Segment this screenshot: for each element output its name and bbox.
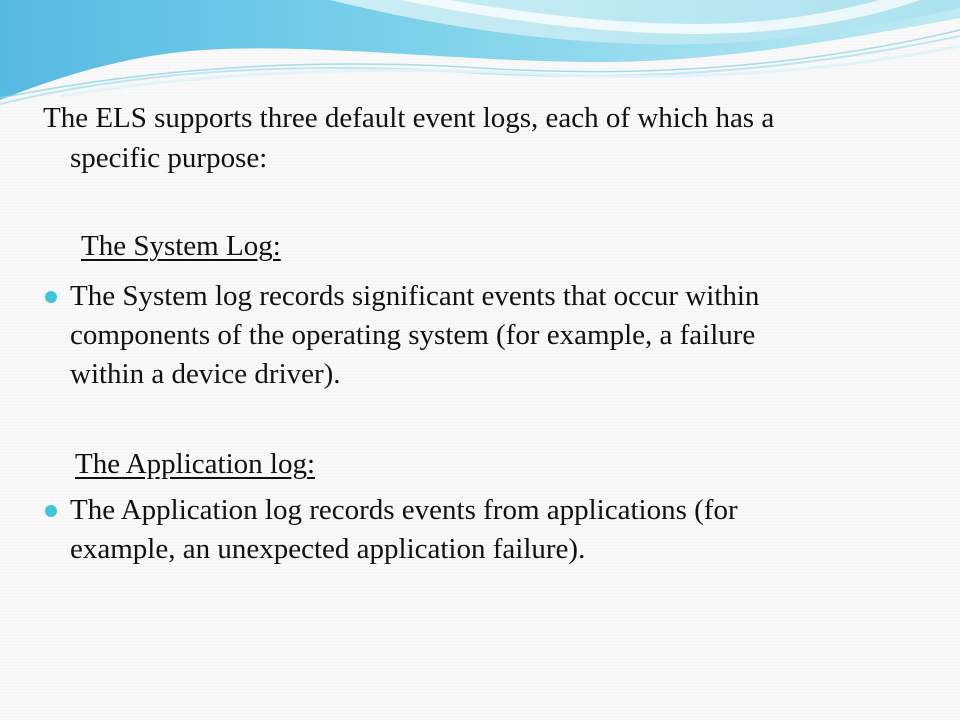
intro-line-2: specific purpose: [70,142,268,174]
bullet-dot-icon [45,505,57,517]
intro-line-1: The ELS supports three default event logs, each of which has a [43,102,775,134]
application-log-heading: The Application log: [75,448,316,480]
application-log-line-1: The Application log records events from applications (for [70,494,738,526]
system-log-line-3: within a device driver). [70,358,341,390]
system-log-line-1: The System log records significant events that occur within [70,280,760,312]
system-log-line-2: components of the operating system (for example, a failure [70,319,756,351]
application-log-line-2: example, an unexpected application failure). [70,533,586,565]
system-log-heading: The System Log: [81,230,281,262]
bullet-dot-icon [45,291,57,303]
